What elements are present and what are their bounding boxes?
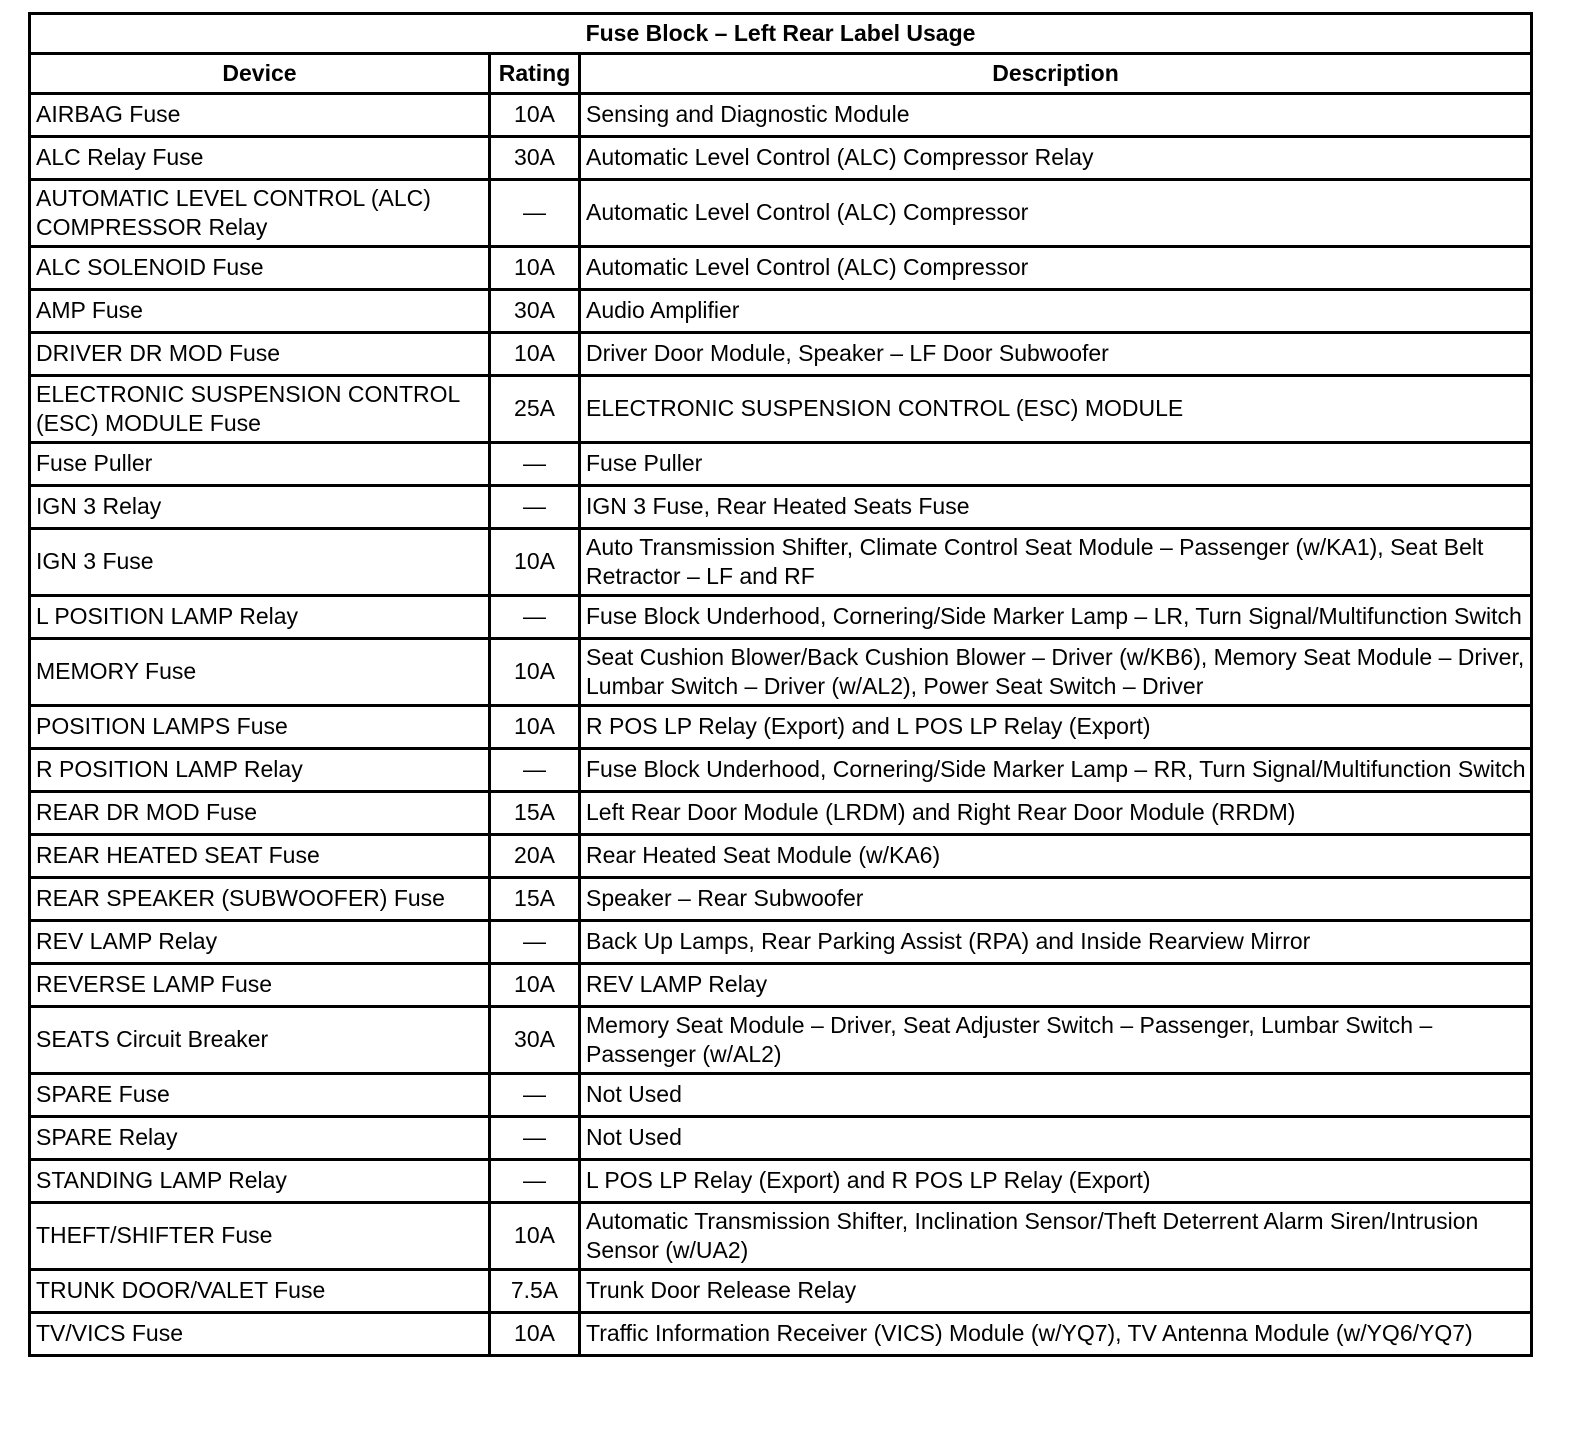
rating-cell: 30A bbox=[490, 290, 580, 333]
table-row bbox=[30, 964, 1532, 1007]
device-cell: REVERSE LAMP Fuse bbox=[30, 964, 490, 1007]
rating-cell: — bbox=[490, 749, 580, 792]
table-row bbox=[30, 1117, 1532, 1160]
device-cell: AMP Fuse bbox=[30, 290, 490, 333]
rating-cell: 30A bbox=[490, 137, 580, 180]
description-cell: L POS LP Relay (Export) and R POS LP Relay (Export) bbox=[580, 1160, 1532, 1203]
description-cell: Sensing and Diagnostic Module bbox=[580, 94, 1532, 137]
rating-cell: 10A bbox=[490, 333, 580, 376]
device-cell: SPARE Fuse bbox=[30, 1074, 490, 1117]
table-row bbox=[30, 333, 1532, 376]
rating-cell: 10A bbox=[490, 964, 580, 1007]
device-cell: IGN 3 Relay bbox=[30, 486, 490, 529]
table-row bbox=[30, 290, 1532, 333]
table-row bbox=[30, 94, 1532, 137]
table-row bbox=[30, 1074, 1532, 1117]
rating-cell: 10A bbox=[490, 706, 580, 749]
table-row bbox=[30, 1203, 1532, 1270]
device-cell: MEMORY Fuse bbox=[30, 639, 490, 706]
device-cell: THEFT/SHIFTER Fuse bbox=[30, 1203, 490, 1270]
device-cell: Fuse Puller bbox=[30, 443, 490, 486]
rating-cell: 10A bbox=[490, 247, 580, 290]
table-body bbox=[30, 94, 1532, 1356]
table-row bbox=[30, 1160, 1532, 1203]
rating-cell: 10A bbox=[490, 1313, 580, 1356]
description-cell: Automatic Level Control (ALC) Compressor bbox=[580, 180, 1532, 247]
rating-cell: — bbox=[490, 921, 580, 964]
table-row bbox=[30, 1270, 1532, 1313]
rating-cell: 10A bbox=[490, 94, 580, 137]
table-row bbox=[30, 878, 1532, 921]
device-cell: L POSITION LAMP Relay bbox=[30, 596, 490, 639]
fuse-usage-table bbox=[28, 12, 1533, 1357]
description-cell: Back Up Lamps, Rear Parking Assist (RPA) and Inside Rearview Mirror bbox=[580, 921, 1532, 964]
table-row bbox=[30, 835, 1532, 878]
table-row bbox=[30, 247, 1532, 290]
description-cell: Left Rear Door Module (LRDM) and Right Rear Door Module (RRDM) bbox=[580, 792, 1532, 835]
rating-cell: 7.5A bbox=[490, 1270, 580, 1313]
device-cell: AUTOMATIC LEVEL CONTROL (ALC) COMPRESSOR Relay bbox=[30, 180, 490, 247]
table-row bbox=[30, 137, 1532, 180]
table-header-row bbox=[30, 54, 1532, 94]
device-cell: AIRBAG Fuse bbox=[30, 94, 490, 137]
description-cell: Not Used bbox=[580, 1074, 1532, 1117]
description-cell: Trunk Door Release Relay bbox=[580, 1270, 1532, 1313]
device-cell: R POSITION LAMP Relay bbox=[30, 749, 490, 792]
table-title-row bbox=[30, 14, 1532, 54]
device-cell: SEATS Circuit Breaker bbox=[30, 1007, 490, 1074]
table-row bbox=[30, 749, 1532, 792]
device-cell: ALC SOLENOID Fuse bbox=[30, 247, 490, 290]
device-cell: REAR DR MOD Fuse bbox=[30, 792, 490, 835]
device-column-header: Device bbox=[30, 54, 490, 94]
description-cell: Automatic Transmission Shifter, Inclination Sensor/Theft Deterrent Alarm Siren/Intrusion Sensor (w/UA2) bbox=[580, 1203, 1532, 1270]
rating-cell: 10A bbox=[490, 529, 580, 596]
table-row bbox=[30, 1313, 1532, 1356]
description-cell: R POS LP Relay (Export) and L POS LP Relay (Export) bbox=[580, 706, 1532, 749]
device-cell: TRUNK DOOR/VALET Fuse bbox=[30, 1270, 490, 1313]
device-cell: REAR SPEAKER (SUBWOOFER) Fuse bbox=[30, 878, 490, 921]
rating-cell: — bbox=[490, 596, 580, 639]
description-cell: REV LAMP Relay bbox=[580, 964, 1532, 1007]
rating-cell: 20A bbox=[490, 835, 580, 878]
table-row bbox=[30, 443, 1532, 486]
device-cell: POSITION LAMPS Fuse bbox=[30, 706, 490, 749]
description-cell: Memory Seat Module – Driver, Seat Adjuster Switch – Passenger, Lumbar Switch – Passenger (w/AL2) bbox=[580, 1007, 1532, 1074]
description-cell: Audio Amplifier bbox=[580, 290, 1532, 333]
rating-cell: 10A bbox=[490, 639, 580, 706]
description-column-header: Description bbox=[580, 54, 1532, 94]
description-cell: Automatic Level Control (ALC) Compressor Relay bbox=[580, 137, 1532, 180]
table-row bbox=[30, 529, 1532, 596]
table-row bbox=[30, 376, 1532, 443]
table-row bbox=[30, 486, 1532, 529]
description-cell: Automatic Level Control (ALC) Compressor bbox=[580, 247, 1532, 290]
rating-cell: — bbox=[490, 1074, 580, 1117]
description-cell: Seat Cushion Blower/Back Cushion Blower – Driver (w/KB6), Memory Seat Module – Driver, Lumbar Switch – Driver (w/AL2), Power Seat Switch – Driver bbox=[580, 639, 1532, 706]
rating-cell: — bbox=[490, 443, 580, 486]
device-cell: REAR HEATED SEAT Fuse bbox=[30, 835, 490, 878]
description-cell: Fuse Block Underhood, Cornering/Side Marker Lamp – LR, Turn Signal/Multifunction Switch bbox=[580, 596, 1532, 639]
rating-cell: 15A bbox=[490, 878, 580, 921]
device-cell: DRIVER DR MOD Fuse bbox=[30, 333, 490, 376]
device-cell: TV/VICS Fuse bbox=[30, 1313, 490, 1356]
table-row bbox=[30, 180, 1532, 247]
device-cell: STANDING LAMP Relay bbox=[30, 1160, 490, 1203]
rating-column-header: Rating bbox=[490, 54, 580, 94]
rating-cell: — bbox=[490, 1160, 580, 1203]
table-row bbox=[30, 921, 1532, 964]
description-cell: Not Used bbox=[580, 1117, 1532, 1160]
rating-cell: 15A bbox=[490, 792, 580, 835]
table-row bbox=[30, 792, 1532, 835]
table-row bbox=[30, 639, 1532, 706]
description-cell: Fuse Block Underhood, Cornering/Side Marker Lamp – RR, Turn Signal/Multifunction Switch bbox=[580, 749, 1532, 792]
device-cell: ALC Relay Fuse bbox=[30, 137, 490, 180]
description-cell: Auto Transmission Shifter, Climate Control Seat Module – Passenger (w/KA1), Seat Belt Retractor – LF and RF bbox=[580, 529, 1532, 596]
description-cell: IGN 3 Fuse, Rear Heated Seats Fuse bbox=[580, 486, 1532, 529]
rating-cell: — bbox=[490, 486, 580, 529]
device-cell: REV LAMP Relay bbox=[30, 921, 490, 964]
rating-cell: — bbox=[490, 180, 580, 247]
table-row bbox=[30, 596, 1532, 639]
rating-cell: 30A bbox=[490, 1007, 580, 1074]
table-title: Fuse Block – Left Rear Label Usage bbox=[30, 14, 1532, 54]
table-row bbox=[30, 706, 1532, 749]
description-cell: Speaker – Rear Subwoofer bbox=[580, 878, 1532, 921]
description-cell: Driver Door Module, Speaker – LF Door Subwoofer bbox=[580, 333, 1532, 376]
description-cell: Rear Heated Seat Module (w/KA6) bbox=[580, 835, 1532, 878]
device-cell: IGN 3 Fuse bbox=[30, 529, 490, 596]
rating-cell: 10A bbox=[490, 1203, 580, 1270]
description-cell: Fuse Puller bbox=[580, 443, 1532, 486]
device-cell: SPARE Relay bbox=[30, 1117, 490, 1160]
description-cell: Traffic Information Receiver (VICS) Module (w/YQ7), TV Antenna Module (w/YQ6/YQ7) bbox=[580, 1313, 1532, 1356]
table-row bbox=[30, 1007, 1532, 1074]
rating-cell: 25A bbox=[490, 376, 580, 443]
device-cell: ELECTRONIC SUSPENSION CONTROL (ESC) MODULE Fuse bbox=[30, 376, 490, 443]
description-cell: ELECTRONIC SUSPENSION CONTROL (ESC) MODULE bbox=[580, 376, 1532, 443]
rating-cell: — bbox=[490, 1117, 580, 1160]
